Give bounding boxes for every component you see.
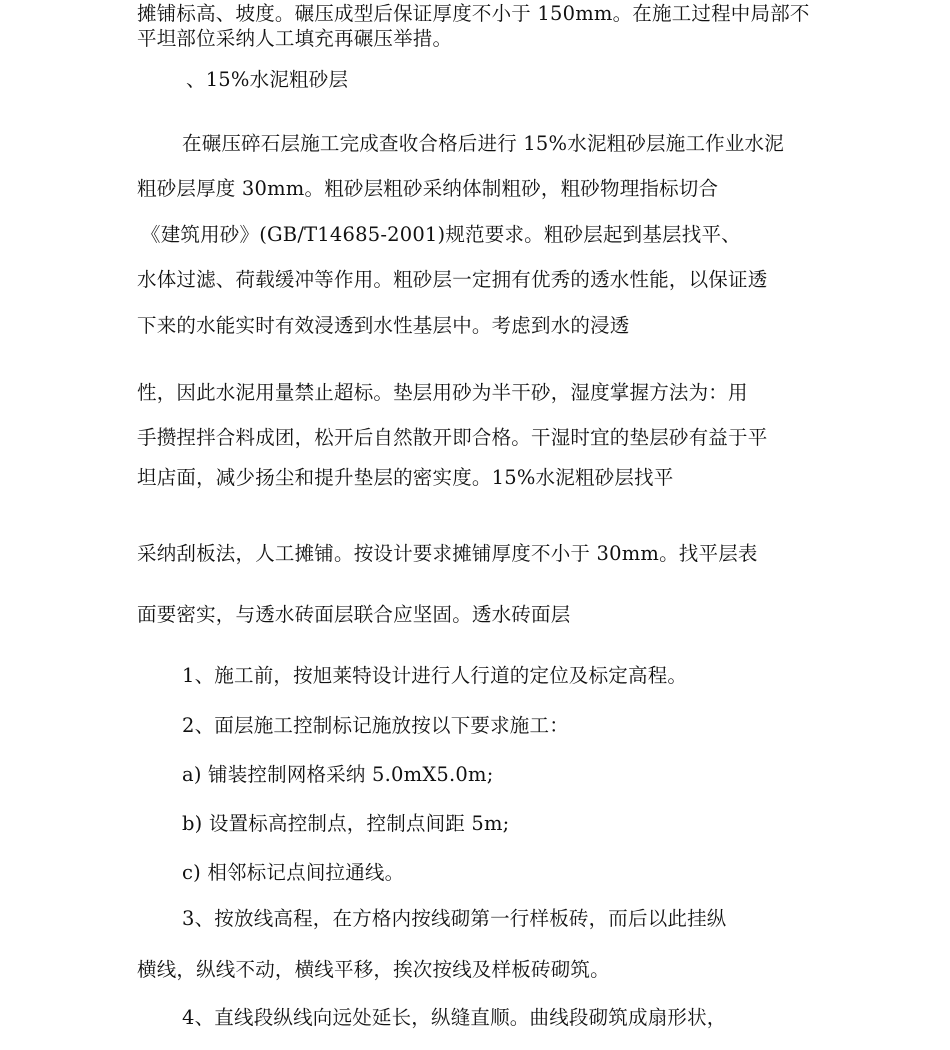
text-line: 性，因此水泥用量禁止超标。垫层用砂为半干砂，湿度掌握方法为：用	[137, 381, 748, 404]
list-item: b) 设置标高控制点，控制点间距 5m;	[182, 812, 510, 835]
text-line: 手攒捏拌合料成团，松开后自然散开即合格。干湿时宜的垫层砂有益于平	[137, 426, 768, 449]
text-line: 水体过滤、荷载缓冲等作用。粗砂层一定拥有优秀的透水性能，以保证透	[137, 268, 768, 291]
text-line: 坦店面，减少扬尘和提升垫层的密实度。15%水泥粗砂层找平	[137, 466, 674, 489]
text-line: 摊铺标高、坡度。碾压成型后保证厚度不小于 150mm。在施工过程中局部不	[137, 2, 810, 25]
list-item: c) 相邻标记点间拉通线。	[182, 861, 405, 884]
text-line: 粗砂层厚度 30mm。粗砂层粗砂采纳体制粗砂，粗砂物理指标切合	[137, 177, 719, 200]
text-line: 《建筑用砂》(GB/T14685-2001)规范要求。粗砂层起到基层找平、	[141, 223, 741, 246]
numbered-item: 2、面层施工控制标记施放按以下要求施工：	[182, 714, 569, 737]
section-heading: 、15%水泥粗砂层	[186, 68, 349, 91]
text-line: 在碾压碎石层施工完成查收合格后进行 15%水泥粗砂层施工作业水泥	[182, 132, 784, 155]
numbered-item: 3、按放线高程，在方格内按线砌第一行样板砖，而后以此挂纵	[182, 907, 727, 930]
list-item: a) 铺装控制网格采纳 5.0mX5.0m;	[182, 763, 494, 786]
text-line: 采纳刮板法，人工摊铺。按设计要求摊铺厚度不小于 30mm。找平层表	[137, 542, 758, 565]
numbered-item: 4、直线段纵线向远处延长，纵缝直顺。曲线段砌筑成扇形状，	[182, 1006, 727, 1029]
numbered-item: 1、施工前，按旭莱特设计进行人行道的定位及标定高程。	[182, 664, 688, 687]
text-line: 下来的水能实时有效浸透到水性基层中。考虑到水的浸透	[137, 314, 630, 337]
text-line: 横线，纵线不动，横线平移，挨次按线及样板砖砌筑。	[137, 958, 610, 981]
text-line: 面要密实，与透水砖面层联合应坚固。透水砖面层	[137, 603, 571, 626]
text-line: 平坦部位采纳人工填充再碾压举措。	[137, 27, 453, 50]
